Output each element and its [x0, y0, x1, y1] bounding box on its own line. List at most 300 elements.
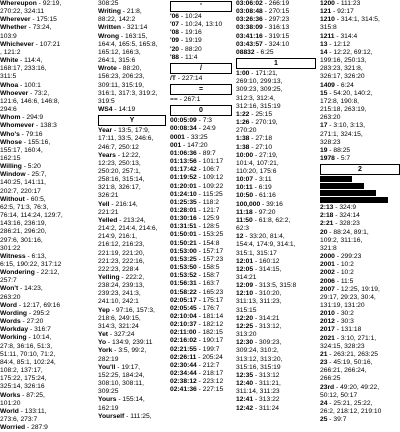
index-page-refs: - 12:17, 69:16	[16, 301, 61, 309]
index-page-refs: - 25:15	[249, 110, 273, 118]
index-term: 02:38:12	[170, 378, 197, 386]
index-entry	[0, 0, 92, 16]
index-entry	[320, 90, 400, 123]
index-entry	[98, 347, 166, 363]
index-entry	[0, 326, 92, 334]
index-term: Window	[0, 171, 26, 179]
index-term: Wherever	[0, 16, 31, 24]
index-term: Whom	[0, 114, 21, 122]
index-term: Writing	[98, 8, 121, 16]
index-page-refs: - 270:15	[262, 8, 290, 16]
index-entry	[170, 37, 232, 45]
index-page-refs: - 5:7	[334, 154, 351, 162]
index-entry	[170, 125, 232, 133]
index-term: Whoever	[0, 89, 29, 97]
index-term: 01:19:52	[170, 174, 197, 182]
index-term: 12:41	[236, 396, 254, 404]
index-term: Yourself	[98, 412, 125, 420]
index-page-refs: - 176:7	[196, 304, 220, 312]
index-page-refs: - 61:16	[253, 192, 276, 200]
index-entry	[320, 400, 400, 416]
index-term: 12:01	[236, 257, 254, 265]
index-entry	[98, 0, 166, 8]
index-entry	[0, 171, 92, 195]
index-term: Whether	[0, 24, 27, 32]
index-term: Yours	[98, 396, 117, 404]
index-term: 12:30	[236, 339, 254, 347]
index-page-refs: - 227:14	[175, 74, 203, 82]
index-page-refs: - 311:24	[253, 404, 280, 412]
index-entry	[320, 82, 400, 90]
index-page-refs: - 107:21 , 121:2	[0, 40, 61, 56]
index-page-refs: - 313:12	[253, 371, 280, 379]
index-page-refs: - 316:7	[28, 326, 51, 334]
index-page-refs: - 294:9	[20, 114, 44, 122]
index-letter-header: 1	[236, 58, 316, 69]
index-entry	[236, 152, 316, 176]
index-entry	[170, 96, 232, 104]
index-term: 01:13:56	[170, 158, 197, 166]
index-entry	[320, 41, 400, 49]
index-entry	[236, 282, 316, 290]
index-term: Wrong	[98, 32, 120, 40]
index-term: 14	[320, 48, 328, 56]
index-page-refs: - 27:18	[249, 135, 273, 143]
index-entry	[98, 152, 166, 201]
index-page-refs: - 88:20, 156:23, 206:23, 309:11, 315:19, 316:1, 317:3, 319:2, 319:5	[98, 65, 158, 105]
index-term: 12:25	[236, 322, 254, 330]
index-entry	[320, 416, 400, 424]
index-page-refs: - 153:25	[196, 231, 224, 239]
index-term: 02:21:55	[170, 345, 197, 353]
index-entry	[0, 318, 92, 326]
index-term: 100,000	[236, 200, 261, 208]
index-entry	[98, 201, 166, 217]
index-page-refs: - 213:24, 214:2, 214:4, 214:6, 214:9, 216:1, 216:12, 216:23, 221:19, 221:20, 221:23, 222:16, 222:23, 228:4	[98, 216, 158, 273]
index-entry	[170, 150, 232, 158]
index-page-refs: - 10:2	[334, 269, 354, 277]
index-entry	[320, 286, 400, 310]
index-entry	[170, 13, 232, 21]
index-entry	[320, 122, 400, 146]
index-term: 01:17:42	[170, 166, 197, 174]
index-page-refs: - 100:1	[18, 81, 41, 89]
index-term: 2017	[320, 326, 335, 334]
index-page-refs: - 311:21, 311:14, 311:23	[236, 380, 281, 396]
index-term: Working	[0, 334, 27, 342]
index-letter-header: Y	[98, 115, 166, 126]
index-term: 01:53:00	[170, 247, 197, 255]
index-entry	[320, 318, 400, 326]
index-page-refs: - 73:24, 103:9	[0, 24, 52, 40]
index-page-refs: - 297:23	[262, 16, 290, 24]
index-page-refs: - 155:16, 155:17, 160:4, 162:15	[0, 138, 51, 162]
index-term: Yell	[98, 200, 110, 208]
index-page-refs: == - 267:1	[170, 96, 201, 104]
index-page-refs: - 33:25	[184, 133, 208, 141]
index-term: 12	[236, 233, 244, 241]
index-term: Without	[0, 195, 25, 203]
index-page-refs: - 3:11	[253, 176, 272, 184]
index-term: '06	[170, 13, 180, 20]
index-term: Yelled	[98, 216, 118, 224]
index-page-refs: - 182:12	[196, 321, 224, 329]
index-entry	[98, 65, 166, 106]
index-entry	[236, 396, 316, 404]
index-page-refs: - 313:12, 313:20	[236, 322, 282, 339]
index-term: 23rd	[320, 383, 335, 391]
index-term: Workday	[0, 326, 29, 334]
index-page-refs: - 27:10	[249, 143, 273, 151]
index-entry	[98, 396, 166, 412]
index-page-refs: - 165:23	[196, 288, 224, 296]
index-term: Whichever	[0, 40, 34, 48]
index-entry	[170, 297, 232, 305]
index-page-refs: - 314:4	[334, 32, 358, 40]
index-term: Whereupon	[0, 0, 37, 7]
index-column-5	[320, 0, 400, 424]
index-term: 1:00	[236, 70, 250, 78]
index-page-refs: - 199:7	[196, 345, 220, 353]
index-page-refs: - 24:9	[196, 125, 216, 133]
index-term: 02:26:11	[170, 353, 197, 361]
index-entry	[170, 46, 232, 54]
index-page-refs: - 6:24	[334, 81, 354, 89]
index-entry	[170, 215, 232, 223]
index-term: 01:28:01	[170, 206, 197, 214]
index-term: 03:26:36	[236, 16, 263, 24]
index-page-refs: - 27:19, 101:4, 107:21, 110:20, 175:6	[236, 151, 279, 175]
index-page-refs: - 92:17	[331, 8, 354, 16]
index-term: 01:20:01	[170, 182, 197, 190]
index-entry	[98, 33, 166, 66]
index-term: 01:56:31	[170, 280, 197, 288]
index-term: 2:21	[320, 220, 334, 228]
index-term: 01:53:25	[170, 255, 197, 263]
index-page-refs: - 60:5, 62:5, 71:3, 76:3, 76:14, 114:24, 129:7, 143:16, 236:19, 286:21, 296:20, 297:6, 301:16, 301:22	[0, 195, 63, 252]
index-page-refs: - 30:3	[334, 318, 354, 326]
index-term: Willing	[0, 163, 22, 171]
index-term: Years	[98, 151, 116, 159]
index-term: Yet	[98, 331, 109, 339]
index-term: 01:24:10	[170, 190, 197, 198]
index-term: 12:09	[236, 282, 254, 290]
index-term: Year	[98, 127, 113, 135]
index-entry	[320, 269, 400, 277]
index-page-refs: - 109:22	[196, 182, 224, 190]
index-term: 0001	[170, 133, 185, 141]
index-page-refs: - 3:10, 271:1, 324:15, 328:23	[320, 334, 377, 350]
index-page-refs: - 327:24	[108, 331, 135, 339]
index-term: 12:35	[236, 371, 254, 379]
index-entry	[320, 33, 400, 41]
index-term: 10:50	[236, 192, 254, 200]
index-entry	[170, 75, 232, 83]
index-page-refs: - 27:20	[20, 318, 44, 326]
index-letter-header: '	[170, 1, 232, 12]
index-page-refs: - 128:5	[196, 223, 220, 231]
index-term: '07	[170, 21, 180, 29]
index-entry	[236, 258, 316, 266]
index-term: 12:05	[236, 265, 254, 273]
index-term: 25	[320, 416, 328, 424]
index-term: Whomever	[0, 122, 35, 130]
index-entry	[320, 253, 400, 261]
index-entry	[170, 240, 232, 248]
index-entry	[320, 204, 400, 212]
index-column-2	[98, 0, 166, 420]
index-entry	[170, 158, 232, 166]
index-entry	[320, 278, 400, 286]
index-entry	[98, 106, 166, 114]
index-term: 2:18	[320, 212, 334, 220]
index-page-refs: - 39:16	[260, 200, 283, 208]
index-term: 2002	[320, 269, 335, 277]
index-page-refs: - 111:25,	[124, 412, 152, 420]
index-page-refs: - 314:15, 314:21	[236, 265, 282, 281]
index-term: Who's	[0, 130, 20, 138]
index-page-refs: - 190:17	[196, 337, 224, 345]
index-page-refs: - 321:14	[120, 24, 148, 32]
index-page-refs: - 131:18	[334, 326, 362, 334]
index-term: Whose	[0, 138, 22, 146]
index-page-refs: - 11:5	[334, 277, 354, 285]
index-term: 03:43:57	[236, 40, 263, 48]
index-term: '08	[170, 29, 180, 37]
index-page-refs: - 39:7	[327, 416, 347, 424]
index-page-refs: - 7:3	[196, 117, 213, 125]
index-entry	[0, 82, 92, 90]
index-page-refs: - 160:12	[253, 257, 280, 265]
index-term: 01:50:01	[170, 231, 197, 239]
index-term: 02:16:02	[170, 337, 197, 345]
index-entry	[320, 147, 400, 155]
index-entry	[236, 201, 316, 209]
index-term: White	[0, 57, 19, 65]
index-term: 1:38	[236, 135, 250, 143]
index-term: 1:26	[236, 119, 250, 127]
index-page-refs: - 10:14, 27:8, 36:16, 51:3, 51:11, 70:10, 71:2, 84:4, 85:1, 102:24, 108:2, 137:17, 175:22, 175:24, 325:14, 326:16	[0, 334, 56, 391]
redaction-bar	[320, 197, 388, 203]
index-page-refs: - 92:19, 270:22, 324:11	[0, 0, 62, 16]
index-entry	[170, 183, 232, 191]
index-term: Wording	[0, 309, 27, 317]
index-page-refs: - 147:20	[181, 141, 208, 149]
index-term: 12:10	[236, 290, 254, 298]
index-term: 121	[320, 8, 332, 16]
index-entry	[320, 212, 400, 220]
index-column-3	[170, 0, 232, 400]
index-entry	[236, 0, 316, 8]
index-page-refs: - 25:7, 140:25, 141:11, 202:7, 220:17	[0, 171, 47, 195]
index-entry	[98, 8, 166, 24]
index-term: 10:07	[236, 176, 254, 184]
index-entry	[170, 337, 232, 345]
index-page-refs: - 12:25, 19:19, 29:17, 29:23, 30:4, 131:19, 131:20	[320, 285, 380, 309]
index-page-refs: - 21:8, 88:22, 142:2	[98, 8, 142, 24]
index-entry	[320, 49, 400, 82]
index-page-refs: - 14:19	[112, 106, 136, 114]
index-entry	[170, 21, 232, 29]
index-entry	[236, 119, 316, 135]
index-term: Wondering	[0, 269, 35, 277]
index-entry	[0, 57, 92, 81]
index-entry	[236, 339, 316, 372]
index-entry	[0, 285, 92, 301]
index-page-refs: - 158:5	[196, 264, 220, 272]
index-entry	[170, 370, 232, 378]
index-page-refs: - 134:9, 239:11	[106, 339, 153, 347]
index-term: '20	[170, 45, 180, 53]
index-page-refs: - 319:15	[262, 32, 290, 40]
index-entry	[170, 142, 232, 150]
index-entry	[0, 163, 92, 171]
index-entry	[320, 384, 400, 400]
index-entry	[170, 166, 232, 174]
index-entry	[170, 191, 232, 199]
index-entry	[320, 0, 400, 8]
index-page-refs: - 12:22, 12:23, 250:13, 250:20, 257:1, 258:16, 315:14, 321:8, 326:17, 326:21	[98, 151, 145, 200]
index-page-refs: - 222:2, 238:24, 239:13, 239:23, 241:3, 241:10, 242:1	[98, 274, 145, 306]
index-term: 01:06:36	[170, 149, 197, 157]
index-entry	[320, 359, 400, 383]
index-page-refs: - 49:20, 49:22, 50:12, 50:17	[320, 383, 380, 399]
index-entry	[320, 261, 400, 269]
index-entry	[170, 223, 232, 231]
index-entry	[170, 272, 232, 280]
index-page-refs: - 182:15	[196, 329, 223, 337]
index-entry	[170, 329, 232, 337]
index-term: World	[0, 407, 19, 415]
index-page-refs: - 30:2	[334, 310, 354, 318]
index-letter-header: =	[170, 84, 232, 95]
index-page-refs: - 89:7	[196, 149, 216, 157]
index-entry	[170, 280, 232, 288]
index-entry	[98, 339, 166, 347]
index-term: 01:50:21	[170, 239, 197, 247]
index-entry	[0, 253, 92, 269]
index-term: 10:00	[236, 151, 254, 159]
index-entry	[320, 326, 400, 334]
index-entry	[320, 16, 400, 32]
index-term: 02:10:37	[170, 321, 197, 329]
index-page-refs: - 328:23	[333, 220, 360, 228]
index-entry	[236, 16, 316, 24]
index-term: Yelling	[98, 274, 120, 281]
index-page-refs: - 125:9	[196, 215, 220, 223]
index-entry	[0, 24, 92, 40]
index-page-refs: - 10:24	[179, 13, 202, 20]
index-term: 01:31:51	[170, 223, 197, 231]
index-entry	[236, 217, 316, 233]
index-page-refs: - 11:4	[179, 53, 198, 61]
index-entry	[236, 24, 316, 32]
index-page-refs: - 163:15, 164:4, 165:5, 165:8, 165:12, 166:3, 264:1, 315:6	[98, 32, 158, 65]
index-entry	[98, 217, 166, 274]
index-term: 11:18	[236, 208, 253, 216]
index-page-refs: - 216:14, 221:21	[98, 200, 138, 216]
index-page-refs: - 313:22	[253, 396, 280, 404]
index-term: Written	[98, 24, 121, 32]
index-entry	[98, 24, 166, 32]
index-page-refs: - 163:7	[196, 280, 220, 288]
index-page-refs: - 114:4, 168:17, 233:16, 311:5	[0, 57, 47, 81]
index-term: You'll	[98, 363, 116, 371]
index-term: 19	[320, 146, 328, 154]
index-page-refs: - 88:25	[327, 146, 351, 154]
index-term: 001	[170, 141, 182, 149]
index-page-refs: - 121:7	[196, 206, 220, 214]
index-entry	[170, 264, 232, 272]
index-entry	[170, 362, 232, 370]
redaction-bar	[320, 176, 352, 182]
index-page-refs: - 97:16, 157:3, 218:6, 249:15, 314:3, 321:24	[98, 306, 155, 330]
index-page-refs: - 109:12	[196, 174, 224, 182]
index-term: 02:05:45	[170, 304, 197, 312]
index-entry	[0, 131, 92, 139]
index-entry	[0, 114, 92, 122]
index-page-refs: - 13:5, 17:9, 17:11, 33:5, 246:6, 246:7, 250:12	[98, 127, 154, 151]
index-page-refs: - 12:22, 69:12, 199:16, 250:13, 283:23, 321:8, 326:17, 326:20	[320, 48, 373, 81]
index-entry	[236, 405, 316, 413]
index-page-refs: - 6:13, 6:15, 190:22, 317:12	[0, 252, 62, 268]
index-entry	[236, 266, 316, 282]
index-page-refs: - 87:25, 101:20	[0, 391, 45, 407]
index-page-refs: - 133:11, 273:6, 273:7	[0, 407, 47, 423]
index-column-1	[0, 0, 92, 432]
index-page-refs: - 205:24	[196, 353, 223, 361]
index-term: Works	[0, 391, 21, 399]
index-term: 2000	[320, 253, 335, 261]
index-term: '88	[170, 53, 180, 61]
index-term: 24	[320, 399, 328, 407]
index-page-refs: - 73:2, 121:6, 146:6, 146:8, 294:6	[0, 89, 60, 114]
index-entry	[320, 351, 400, 359]
index-page-refs: - 118:2	[196, 198, 219, 206]
index-page-refs: - 218:17	[196, 370, 224, 378]
index-page-refs: - 111:23	[334, 0, 361, 7]
index-entry	[236, 380, 316, 396]
index-entry	[170, 346, 232, 354]
index-page-refs: - 157:17	[196, 247, 224, 255]
index-term: Whoa	[0, 81, 19, 89]
index-term: 03:08:48	[236, 8, 263, 16]
index-page-refs: 308:25	[98, 0, 119, 7]
index-page-refs: - 54:20, 140:2, 172:8, 190:8, 215:18, 263:19, 263:20	[320, 89, 373, 122]
index-term: 12:42	[236, 404, 254, 412]
index-page-refs: - 313:5, 315:8	[253, 282, 297, 290]
index-term: 01:30:16	[170, 215, 197, 223]
index-term: 02:34:44	[170, 370, 197, 378]
redaction-bar	[320, 190, 376, 196]
index-term: 1210	[320, 16, 335, 24]
index-entry	[0, 122, 92, 130]
index-term: 02:11:00	[170, 329, 197, 337]
index-term: 2021	[320, 334, 335, 342]
index-term: 17	[320, 122, 328, 130]
index-entry	[320, 335, 400, 351]
index-page-refs: - 175:15	[30, 16, 57, 24]
index-entry	[0, 302, 92, 310]
index-term: 21	[320, 350, 328, 358]
index-page-refs: - 171:21, 269:10, 299:13, 309:23, 309:25, 312:3, 312:4, 312:16, 315:19	[236, 70, 283, 110]
index-term: Word	[0, 301, 17, 309]
index-term: 08832	[236, 48, 255, 56]
index-term: Yep	[98, 306, 110, 314]
index-page-refs: - 299:23	[334, 253, 362, 261]
index-entry	[236, 184, 316, 192]
index-entry	[236, 290, 316, 314]
